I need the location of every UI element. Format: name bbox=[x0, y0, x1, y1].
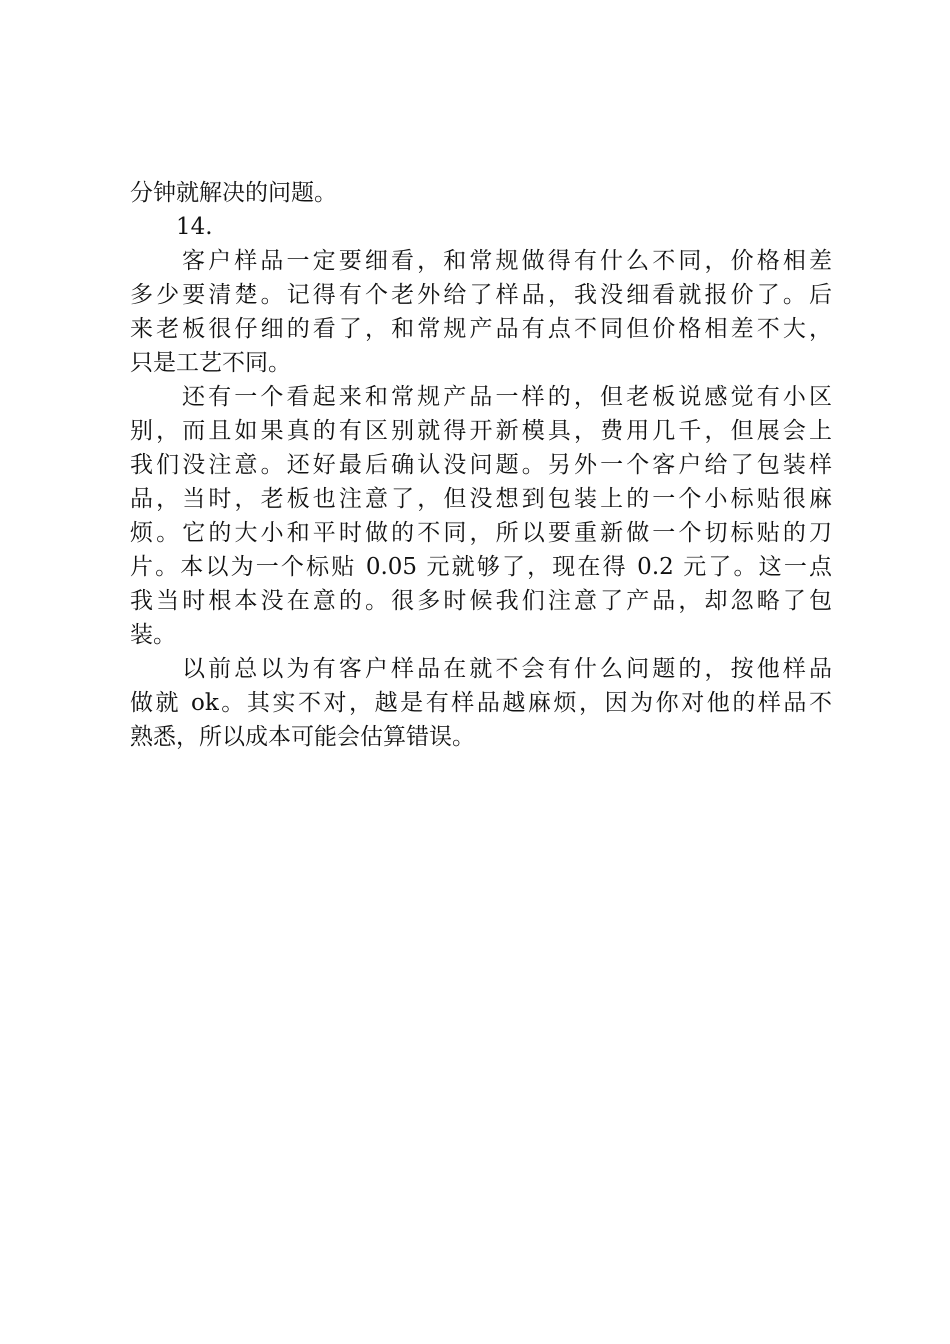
text-line: 我们没注意。还好最后确认没问题。另外一个客户给了包装样 bbox=[130, 452, 832, 478]
text-line: 多少要清楚。记得有个老外给了样品，我没细看就报价了。后 bbox=[130, 282, 832, 308]
document-body bbox=[130, 176, 832, 754]
text-line: 烦。它的大小和平时做的不同，所以要重新做一个切标贴的刀 bbox=[130, 520, 832, 546]
paragraph-first-line: 客户样品一定要细看，和常规做得有什么不同，价格相差 bbox=[182, 248, 832, 274]
paragraph-first-line: 以前总以为有客户样品在就不会有什么问题的，按他样品 bbox=[182, 656, 832, 682]
item-number: 14. bbox=[176, 214, 213, 240]
text-line: 装。 bbox=[130, 622, 176, 648]
text-line: 做就 ok。其实不对，越是有样品越麻烦，因为你对他的样品不 bbox=[130, 690, 832, 716]
text-line: 熟悉，所以成本可能会估算错误。 bbox=[130, 724, 475, 750]
text-line: 来老板很仔细的看了，和常规产品有点不同但价格相差不大， bbox=[130, 316, 832, 342]
text-line: 别，而且如果真的有区别就得开新模具，费用几千，但展会上 bbox=[130, 418, 832, 444]
text-line: 我当时根本没在意的。很多时候我们注意了产品，却忽略了包 bbox=[130, 588, 832, 614]
text-line: 分钟就解决的问题。 bbox=[130, 180, 337, 206]
text-line: 只是工艺不同。 bbox=[130, 350, 291, 376]
paragraph-first-line: 还有一个看起来和常规产品一样的，但老板说感觉有小区 bbox=[182, 384, 832, 410]
text-line: 品，当时，老板也注意了，但没想到包装上的一个小标贴很麻 bbox=[130, 486, 832, 512]
text-line: 片。本以为一个标贴 0.05 元就够了，现在得 0.2 元了。这一点 bbox=[130, 554, 832, 580]
